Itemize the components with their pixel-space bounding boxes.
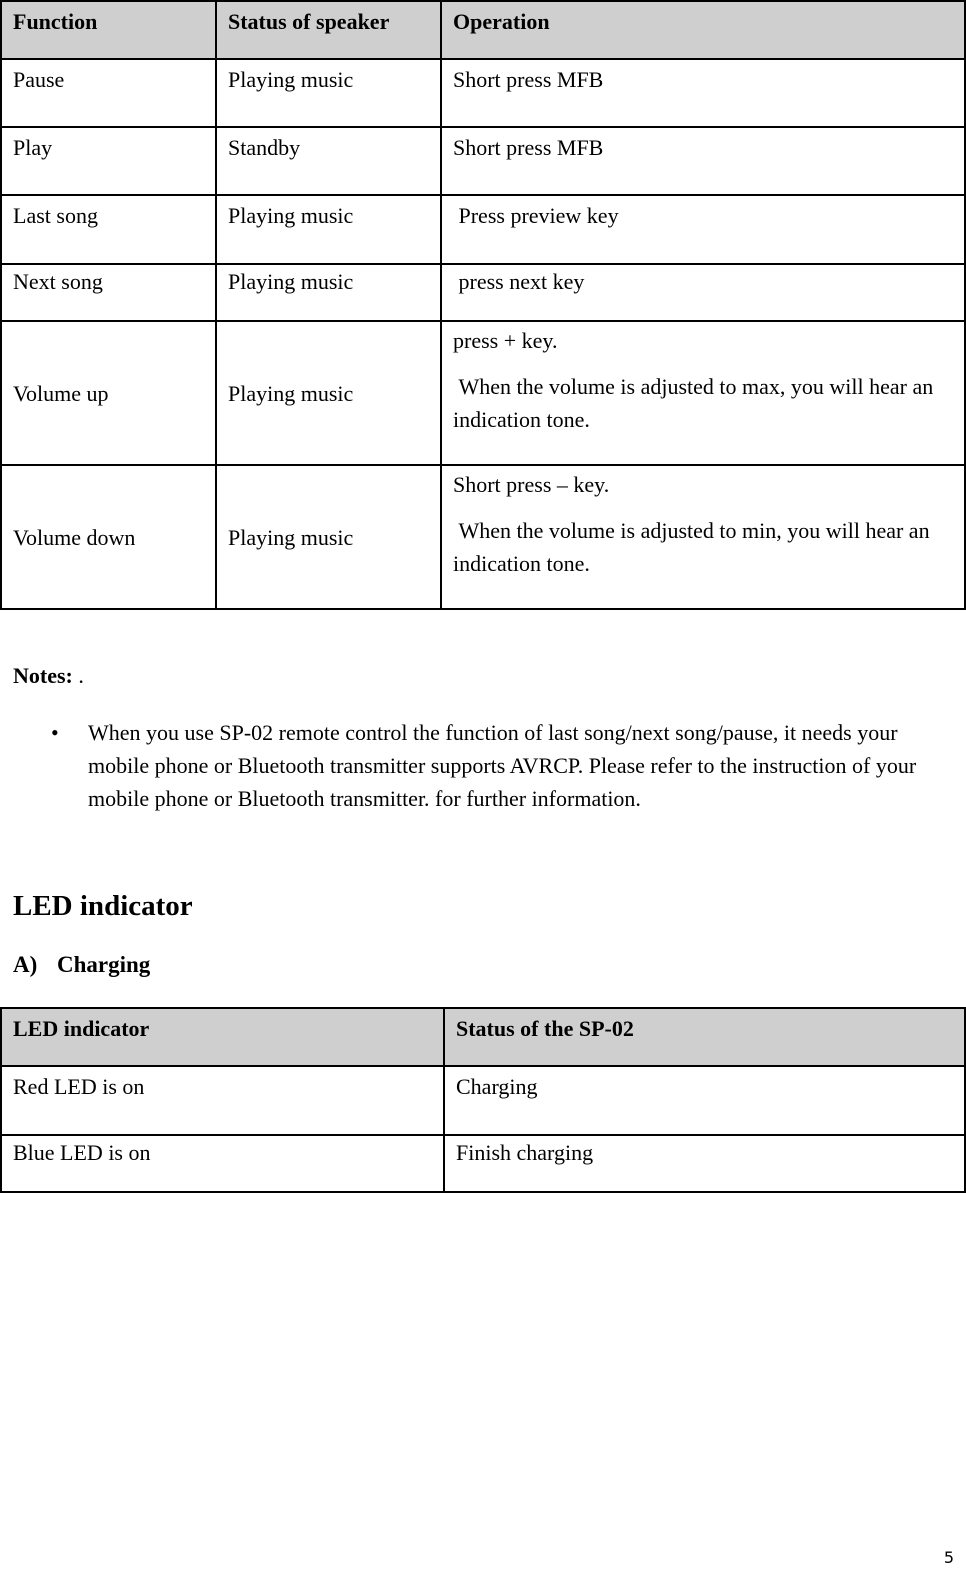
table-row xyxy=(1,127,965,195)
cell-operation: Press preview key xyxy=(441,195,965,264)
header-operation: Operation xyxy=(441,1,965,59)
cell-status: Playing music xyxy=(216,59,441,127)
function-table xyxy=(0,0,966,610)
section-title: LED indicator xyxy=(13,890,193,922)
cell-status: Playing music xyxy=(216,195,441,264)
operation-text: press + key. xyxy=(453,328,558,353)
note-text: When you use SP-02 remote control the function of last song/next song/pause, it needs your mobile phone or Bluetooth transmitter supports AVRCP. Please refer to the instruction of your mobile phone or Bluetooth transmitter. for further information. xyxy=(88,720,917,811)
table-header-row xyxy=(1,1008,965,1066)
cell-function: Volume down xyxy=(1,465,216,609)
page-number: 5 xyxy=(943,1548,954,1567)
cell-led-indicator: Blue LED is on xyxy=(1,1135,444,1192)
table-row xyxy=(1,1066,965,1135)
notes-heading xyxy=(13,663,84,689)
cell-operation: Short press MFB xyxy=(441,59,965,127)
cell-led-indicator: Red LED is on xyxy=(1,1066,444,1135)
cell-operation: press next key xyxy=(441,264,965,321)
notes-list xyxy=(0,716,966,815)
notes-label: Notes: xyxy=(13,663,73,688)
cell-function: Next song xyxy=(1,264,216,321)
cell-led-status: Finish charging xyxy=(444,1135,965,1192)
led-table xyxy=(0,1007,966,1193)
subsection-title xyxy=(13,952,150,978)
cell-led-status: Charging xyxy=(444,1066,965,1135)
cell-status: Playing music xyxy=(216,264,441,321)
header-led-status: Status of the SP-02 xyxy=(444,1008,965,1066)
table-row xyxy=(1,321,965,465)
table-row xyxy=(1,59,965,127)
cell-function: Volume up xyxy=(1,321,216,465)
table-row xyxy=(1,195,965,264)
table-header-row xyxy=(1,1,965,59)
cell-status: Playing music xyxy=(216,465,441,609)
header-status: Status of speaker xyxy=(216,1,441,59)
bullet-icon: • xyxy=(51,720,59,745)
cell-function: Last song xyxy=(1,195,216,264)
list-item xyxy=(0,716,966,815)
operation-note: When the volume is adjusted to min, you will hear an indication tone. xyxy=(453,518,936,576)
cell-operation: Short press MFB xyxy=(441,127,965,195)
notes-suffix: . xyxy=(72,663,84,688)
header-function: Function xyxy=(1,1,216,59)
operation-text: Short press – key. xyxy=(453,472,610,497)
table-row xyxy=(1,465,965,609)
subsection-label: Charging xyxy=(57,952,151,977)
cell-operation xyxy=(441,321,965,465)
table-row xyxy=(1,264,965,321)
operation-note: When the volume is adjusted to max, you will hear an indication tone. xyxy=(453,374,939,432)
cell-status: Standby xyxy=(216,127,441,195)
subsection-number: A) xyxy=(13,952,38,977)
header-led-indicator: LED indicator xyxy=(1,1008,444,1066)
cell-function: Play xyxy=(1,127,216,195)
table-row xyxy=(1,1135,965,1192)
cell-operation xyxy=(441,465,965,609)
cell-status: Playing music xyxy=(216,321,441,465)
cell-function: Pause xyxy=(1,59,216,127)
